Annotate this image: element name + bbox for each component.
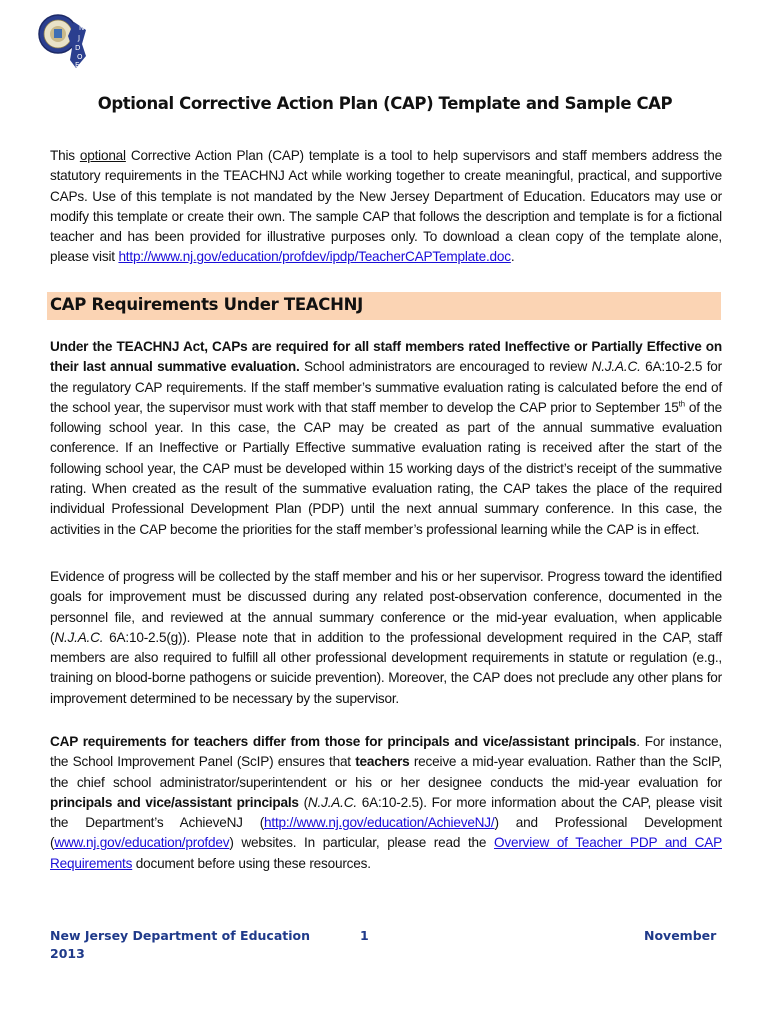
evidence-text-2: 6A:10-2.5(g)). Please note that in addition to the professional development required in the CAP, staff members are also required to fulfill all other professional development requirements in statute or regulation (e.g., training on blood-borne pathogens or suicide prevention). Moreover, the CAP does not preclude any other plans for improvement determined to be necessary by the supervisor. [50,629,722,706]
seal-letter-e: E [75,61,80,69]
teachers-text-6: ) websites. In particular, please read the [229,835,495,851]
seal-letter-n: N [79,24,85,32]
intro-text-1: This [50,148,80,163]
intro-paragraph [50,146,722,268]
teachers-bold-3: principals and vice/assistant principals [50,794,299,810]
section-heading: CAP Requirements Under TEACHNJ [50,295,363,314]
evidence-paragraph [50,567,722,709]
profdev-link[interactable]: www.nj.gov/education/profdev [54,835,230,851]
evidence-citation: N.J.A.C. [54,629,104,645]
teachers-text-1: . For instance, the School Improvement Panel (ScIP) ensures that [50,734,722,770]
teachers-text-5: ) and Professional Development ( [50,815,722,851]
intro-optional-word: optional [79,148,126,163]
teachers-text-2: receive a mid-year evaluation. Rather than the ScIP, the chief school administrator/superintendent or his or her designee conducts the mid-year evaluation for [50,754,722,790]
intro-text-2: Corrective Action Plan (CAP) template is a tool to help supervisors and staff members address the statutory requirements in the TEACHNJ Act while working together to create meaningful, practical, and supportive CAPs. Use of this template is not mandated by the New Jersey Department of Education. Educators may use or modify this template or create their own. The sample CAP that follows the description and template is for a fictional teacher and has been provided for illustrative purposes only. To download a clean copy of the template alone, please visit [50,148,722,265]
requirements-text-1: School administrators are encouraged to review [299,359,592,375]
intro-end: . [510,249,515,265]
template-download-link[interactable]: http://www.nj.gov/education/profdev/ipdp/TeacherCAPTemplate.doc [118,249,511,265]
page-title: Optional Corrective Action Plan (CAP) Template and Sample CAP [97,94,673,113]
requirements-bold-lead: Under the TEACHNJ Act, CAPs are required for all staff members rated Ineffective or Partially Effective on their last annual summative evaluation. [50,339,722,375]
requirements-superscript: th [678,399,685,409]
teachers-paragraph [50,732,722,874]
teachers-citation: N.J.A.C. [307,794,357,810]
teachers-text-7: document before using these resources. [132,855,371,871]
teachers-text-3: ( [298,794,308,810]
njdoe-seal-logo [36,10,88,72]
requirements-citation: N.J.A.C. [591,359,641,375]
overview-pdp-cap-link[interactable]: Overview of Teacher PDP and CAP Requirements [50,835,722,871]
footer-year: 2013 [50,946,85,961]
requirements-text-2: 6A:10-2.5 for the regulatory CAP requirements. If the staff member’s summative evaluation rating is calculated before the end of the school year, the supervisor must work with that staff member to develop the CAP prior to September 15 [50,359,722,415]
requirements-paragraph [50,337,722,540]
teachers-text-4: 6A:10-2.5). For more information about the CAP, please visit the Department’s AchieveNJ ( [50,794,723,831]
evidence-text-1: Evidence of progress will be collected by the staff member and his or her supervisor. Progress toward the identified goals for improvement must be discussed during any related post-observation conference, documented in the personnel file, and reviewed at the annual summary conference or the mid-year evaluation, when applicable ( [50,569,722,645]
achievenj-link[interactable]: http://www.nj.gov/education/AchieveNJ/ [264,815,495,831]
teachers-bold-2: teachers [355,754,410,770]
footer-department: New Jersey Department of Education [50,928,311,943]
teachers-bold-1: CAP requirements for teachers differ from those for principals and vice/assistant principals [50,734,637,749]
seal-letter-j: J [78,34,81,42]
footer-month: November [644,928,717,943]
seal-letter-d: D [75,44,81,52]
footer-page-number: 1 [360,928,369,943]
seal-letter-o: O [77,53,83,61]
requirements-text-3: of the following school year. In this case, the CAP may be created as part of the annual summative evaluation conference. If an Ineffective or Partially Effective summative evaluation rating is received after the start of the following school year, the CAP must be developed within 15 working days of the district’s receipt of the summative rating. When created as the result of the summative evaluation rating, the CAP takes the place of the required individual Professional Development Plan (PDP) until the next annual summary conference. In this case, the activities in the CAP become the priorities for the staff member’s professional learning while the CAP is in effect. [50,399,723,537]
